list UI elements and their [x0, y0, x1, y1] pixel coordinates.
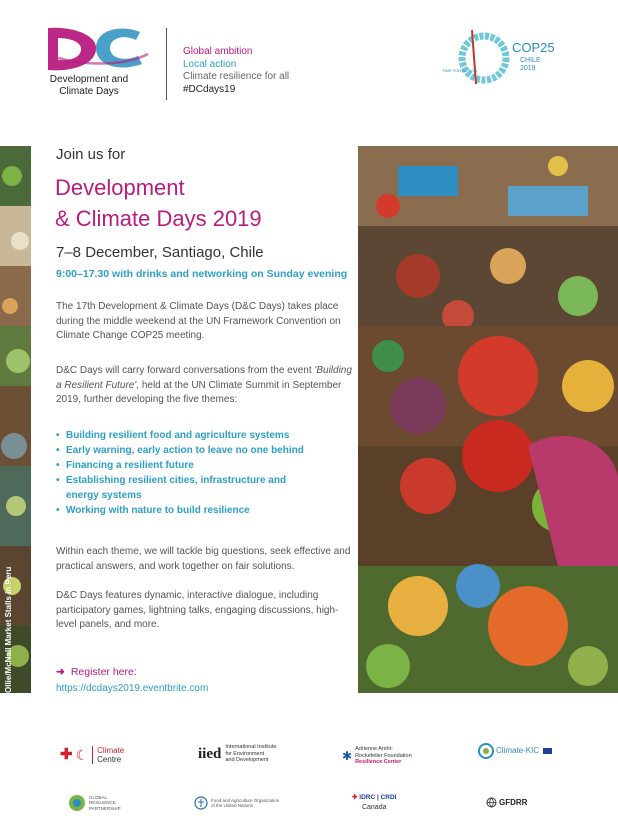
- intro-paragraph: The 17th Development & Climate Days (D&C Days) takes place during the middle weekend at the UN Framework Convention on Climate Change COP25 meeting.: [56, 301, 341, 341]
- dc-logo: [40, 24, 155, 76]
- logo-text-line2: Climate Days: [59, 86, 119, 97]
- partner-name: Climate: [97, 746, 125, 755]
- partner-climate-centre: [60, 746, 124, 764]
- partner-name: Food and Agriculture Organization: [211, 797, 280, 803]
- red-crescent-icon: ☾: [75, 747, 89, 763]
- red-cross-icon: ✚: [60, 746, 73, 763]
- logo-text: [48, 74, 130, 98]
- tagline-line: Global ambition: [183, 46, 253, 57]
- partner-name: IDRC | CRDI: [359, 794, 397, 801]
- para2-pre: D&C Days will carry forward conversations from the event: [56, 365, 315, 376]
- event-title-line1: Development: [55, 175, 185, 200]
- partner-iied: [198, 744, 276, 764]
- star-icon: ✱: [342, 748, 353, 763]
- partner-name: for Environment: [225, 750, 265, 757]
- theme-item: • Establishing resilient cities, infrastructure and energy systems: [56, 473, 296, 503]
- partner-idrc: [352, 794, 396, 812]
- join-heading: Join us for: [56, 146, 126, 163]
- climate-kic-icon: [478, 743, 494, 759]
- tagline: [183, 46, 289, 96]
- partner-arsht-rockefeller: [342, 746, 412, 766]
- partner-grp: [68, 794, 121, 812]
- partner-name: PARTNERSHIP: [89, 805, 121, 811]
- partner-name: and Development: [225, 757, 269, 763]
- event-title-line2: & Climate Days 2019: [55, 206, 262, 231]
- cop-tagline: TIME FOR ACTION: [442, 68, 478, 73]
- header-divider: [166, 28, 167, 100]
- theme-item: • Building resilient food and agriculture systems: [56, 428, 356, 443]
- event-title: [55, 172, 262, 234]
- partner-name: Climate-KIC: [496, 746, 540, 755]
- globe-icon: [486, 797, 497, 808]
- partner-climate-kic: [478, 743, 552, 759]
- partner-name: Canada: [361, 804, 387, 811]
- partner-name: GFDRR: [499, 797, 528, 807]
- partner-name: GLOBAL: [89, 794, 108, 800]
- partner-name: of the United Nations: [211, 803, 254, 808]
- partner-gfdrr: [486, 797, 527, 808]
- para2-post: , held at the UN Climate Summit in September 2019, further developing the five themes:: [56, 379, 342, 405]
- iied-wordmark: iied: [198, 745, 222, 762]
- logo-text-line1: Development and: [49, 74, 129, 85]
- themes-intro-paragraph: [56, 364, 356, 408]
- arrow-right-icon: ➜: [56, 666, 65, 678]
- event-times: 9:00–17.30 with drinks and networking on Sunday evening: [56, 268, 348, 280]
- tagline-line: Local action: [183, 58, 237, 70]
- tagline-hashtag: #DCdays19: [183, 83, 236, 95]
- partner-name: International Institute: [225, 744, 277, 750]
- partner-name: Centre: [97, 755, 122, 764]
- market-photo-right: [358, 146, 618, 693]
- para2-event-name: 'Building a Resilient Future': [56, 365, 352, 391]
- register-link[interactable]: https://dcdays2019.eventbrite.com: [56, 683, 209, 694]
- theme-item: • Financing a resilient future: [56, 458, 356, 473]
- approach-paragraph: Within each theme, we will tackle big questions, seek effective and practical answers, and work together on fair solutions.: [56, 546, 351, 572]
- theme-item: • Working with nature to build resilience: [56, 503, 356, 518]
- format-paragraph: D&C Days features dynamic, interactive dialogue, including participatory games, lightning talks, engaging discussions, high-level panels, and more.: [56, 590, 339, 630]
- cop-year: 2019: [520, 65, 536, 72]
- maple-leaf-icon: ✚: [352, 794, 358, 801]
- photo-credit: Ollie/McNall Market Stalls in Peru: [4, 566, 13, 693]
- theme-item: • Early warning, early action to leave no one behind: [56, 443, 356, 458]
- partner-name: Rockefeller Foundation: [355, 752, 412, 759]
- grp-icon: [68, 794, 86, 812]
- partner-name: Adrienne Arsht-: [355, 746, 393, 752]
- partner-name: Resilience Center: [355, 759, 402, 765]
- event-dates: 7–8 December, Santiago, Chile: [56, 244, 264, 261]
- cop-name: COP25: [512, 40, 555, 55]
- themes-list: [56, 428, 356, 518]
- partner-fao: [194, 796, 279, 810]
- cop-sub: CHILE: [520, 57, 541, 64]
- eu-flag-icon: [543, 748, 552, 754]
- partner-name: RESILIENCE: [89, 800, 116, 806]
- register-label: [56, 666, 137, 678]
- cop25-logo: [436, 28, 566, 88]
- tagline-line: Climate resilience for all: [183, 71, 290, 82]
- fao-icon: [194, 796, 208, 810]
- register-text: Register here:: [70, 666, 137, 678]
